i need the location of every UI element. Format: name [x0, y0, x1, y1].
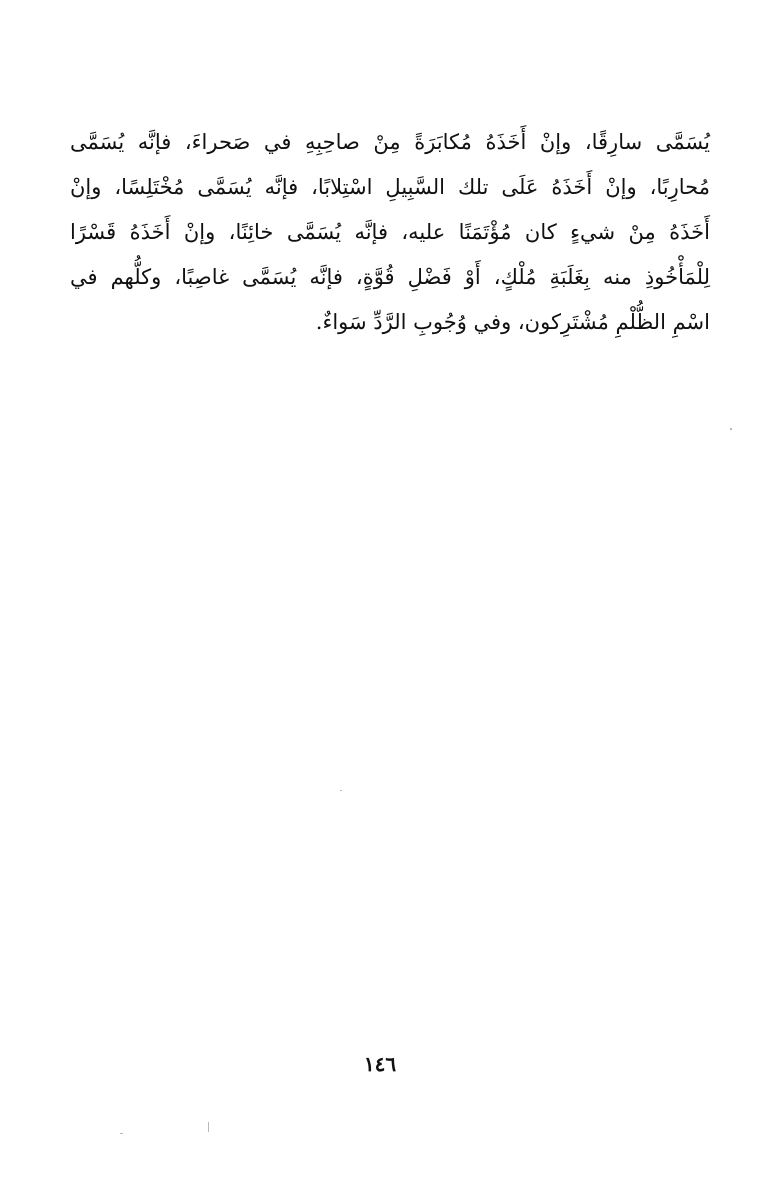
text-line-1: يُسَمَّى سارِقًا، وإنْ أَخَذَهُ مُكابَرَةً مِنْ صاحِبِهِ في صَحراءَ، فإنَّه يُسَمَّى	[70, 130, 710, 154]
scan-speck	[208, 1122, 209, 1132]
text-line-4: لِلْمَأْخُوذِ منه بِغَلَبَةِ مُلْكٍ، أَوْ فَضْلِ قُوَّةٍ، فإنَّه يُسَمَّى غاصِبًا، وكلُّهم في	[70, 265, 710, 289]
scan-speck	[730, 428, 732, 430]
scan-speck	[120, 1133, 123, 1134]
text-line-2: مُحارِبًا، وإنْ أَخَذَهُ عَلَى تلك السَّبِيلِ اسْتِلابًا، فإنَّه يُسَمَّى مُخْتَلِسًا، وإنْ	[70, 175, 710, 199]
text-line-3: أَخَذَهُ مِنْ شيءٍ كان مُؤْتَمَنًا عليه، فإنَّه يُسَمَّى خائِنًا، وإنْ أَخَذَهُ قَسْرًا	[70, 220, 710, 244]
text-line-5: اسْمِ الظُّلْمِ مُشْتَرِكون، وفي وُجُوبِ الرَّدِّ سَواءٌ.	[315, 310, 710, 334]
body-paragraph	[70, 120, 710, 345]
page-number: ١٤٦	[363, 1052, 397, 1076]
scan-speck	[340, 790, 342, 791]
